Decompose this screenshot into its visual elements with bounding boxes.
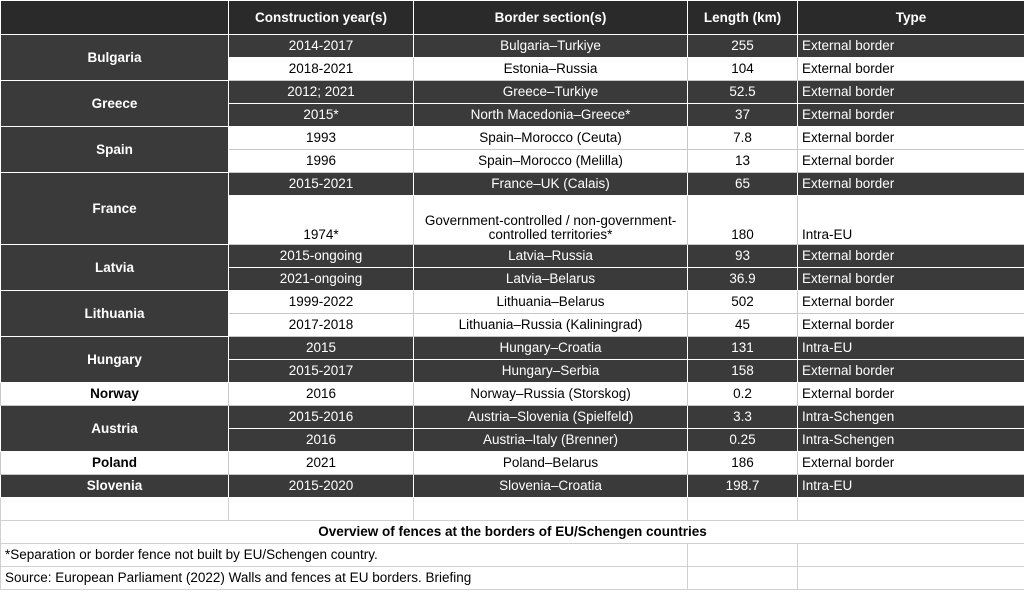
table-row bbox=[1, 127, 1024, 150]
length-cell[interactable]: 198.7 bbox=[688, 475, 798, 498]
header-row bbox=[1, 1, 1024, 35]
cell[interactable] bbox=[229, 498, 414, 521]
cell[interactable] bbox=[1, 498, 229, 521]
length-cell[interactable]: 0.25 bbox=[688, 429, 798, 452]
length-cell[interactable]: 45 bbox=[688, 314, 798, 337]
year-cell[interactable]: 1999-2022 bbox=[229, 291, 414, 314]
empty-row bbox=[1, 498, 1024, 521]
cell[interactable] bbox=[414, 498, 688, 521]
year-cell[interactable]: 2021 bbox=[229, 452, 414, 475]
length-cell[interactable]: 93 bbox=[688, 245, 798, 268]
header-length[interactable]: Length (km) bbox=[688, 1, 798, 35]
type-cell[interactable]: External border bbox=[798, 268, 1024, 291]
year-cell[interactable]: 2021-ongoing bbox=[229, 268, 414, 291]
country-cell[interactable]: Latvia bbox=[1, 245, 229, 291]
country-cell[interactable]: Poland bbox=[1, 452, 229, 475]
cell[interactable] bbox=[798, 567, 1024, 590]
type-cell[interactable]: External border bbox=[798, 150, 1024, 173]
length-cell[interactable]: 131 bbox=[688, 337, 798, 360]
type-cell[interactable]: External border bbox=[798, 35, 1024, 58]
table-row bbox=[1, 337, 1024, 360]
footnote[interactable]: *Separation or border fence not built by EU/Schengen country. bbox=[1, 544, 688, 567]
length-cell[interactable]: 158 bbox=[688, 360, 798, 383]
year-cell[interactable]: 2015* bbox=[229, 104, 414, 127]
year-cell[interactable]: 2015-2021 bbox=[229, 173, 414, 196]
cell[interactable] bbox=[798, 498, 1024, 521]
cell[interactable] bbox=[688, 544, 798, 567]
table-row bbox=[1, 173, 1024, 196]
year-cell[interactable]: 1993 bbox=[229, 127, 414, 150]
type-cell[interactable]: External border bbox=[798, 314, 1024, 337]
cell[interactable] bbox=[798, 544, 1024, 567]
length-cell[interactable]: 13 bbox=[688, 150, 798, 173]
type-cell[interactable]: External border bbox=[798, 291, 1024, 314]
year-cell[interactable]: 2015-2017 bbox=[229, 360, 414, 383]
type-cell[interactable]: External border bbox=[798, 245, 1024, 268]
year-cell[interactable]: 2016 bbox=[229, 383, 414, 406]
type-cell[interactable]: External border bbox=[798, 383, 1024, 406]
border-section-cell[interactable]: Government-controlled / non-government-controlled territories* bbox=[414, 196, 688, 245]
year-cell[interactable]: 1996 bbox=[229, 150, 414, 173]
country-cell[interactable]: Bulgaria bbox=[1, 35, 229, 81]
border-section-cell[interactable]: Hungary–Serbia bbox=[414, 360, 688, 383]
footer-body bbox=[1, 498, 1024, 590]
source-note[interactable]: Source: European Parliament (2022) Walls and fences at EU borders. Briefing bbox=[1, 567, 688, 590]
border-section-cell[interactable]: Latvia–Russia bbox=[414, 245, 688, 268]
table-row bbox=[1, 245, 1024, 268]
country-cell[interactable]: Austria bbox=[1, 406, 229, 452]
year-cell[interactable]: 2014-2017 bbox=[229, 35, 414, 58]
border-section-cell[interactable]: Spain–Morocco (Melilla) bbox=[414, 150, 688, 173]
length-cell[interactable]: 52.5 bbox=[688, 81, 798, 104]
border-section-cell[interactable]: Lithuania–Russia (Kaliningrad) bbox=[414, 314, 688, 337]
type-cell[interactable]: Intra-Schengen bbox=[798, 429, 1024, 452]
length-cell[interactable]: 3.3 bbox=[688, 406, 798, 429]
type-cell[interactable]: External border bbox=[798, 104, 1024, 127]
year-cell[interactable]: 2018-2021 bbox=[229, 58, 414, 81]
length-cell[interactable]: 186 bbox=[688, 452, 798, 475]
year-cell[interactable]: 2015 bbox=[229, 337, 414, 360]
type-cell[interactable]: External border bbox=[798, 58, 1024, 81]
country-cell[interactable]: France bbox=[1, 173, 229, 245]
cell[interactable] bbox=[688, 498, 798, 521]
year-cell[interactable]: 2012; 2021 bbox=[229, 81, 414, 104]
header-country[interactable] bbox=[1, 1, 229, 35]
table-row bbox=[1, 35, 1024, 58]
country-cell[interactable]: Norway bbox=[1, 383, 229, 406]
year-cell[interactable]: 2017-2018 bbox=[229, 314, 414, 337]
type-cell[interactable]: External border bbox=[798, 81, 1024, 104]
year-cell[interactable]: 2015-ongoing bbox=[229, 245, 414, 268]
table-row bbox=[1, 452, 1024, 475]
border-section-cell[interactable]: Slovenia–Croatia bbox=[414, 475, 688, 498]
header-border-section[interactable]: Border section(s) bbox=[414, 1, 688, 35]
type-cell[interactable]: External border bbox=[798, 127, 1024, 150]
length-cell[interactable]: 65 bbox=[688, 173, 798, 196]
country-cell[interactable]: Slovenia bbox=[1, 475, 229, 498]
year-cell[interactable]: 2015-2016 bbox=[229, 406, 414, 429]
border-section-cell[interactable]: Estonia–Russia bbox=[414, 58, 688, 81]
type-cell[interactable]: Intra-EU bbox=[798, 196, 1024, 245]
table-row bbox=[1, 406, 1024, 429]
length-cell[interactable]: 255 bbox=[688, 35, 798, 58]
table-title[interactable]: Overview of fences at the borders of EU/Schengen countries bbox=[1, 521, 1024, 544]
border-section-cell[interactable]: Norway–Russia (Storskog) bbox=[414, 383, 688, 406]
year-cell[interactable]: 1974* bbox=[229, 196, 414, 245]
note-row bbox=[1, 544, 1024, 567]
border-section-cell[interactable]: Austria–Italy (Brenner) bbox=[414, 429, 688, 452]
type-cell[interactable]: Intra-Schengen bbox=[798, 406, 1024, 429]
year-cell[interactable]: 2016 bbox=[229, 429, 414, 452]
title-row bbox=[1, 521, 1024, 544]
length-cell[interactable]: 180 bbox=[688, 196, 798, 245]
table-row bbox=[1, 475, 1024, 498]
country-cell[interactable]: Lithuania bbox=[1, 291, 229, 337]
length-cell[interactable]: 36.9 bbox=[688, 268, 798, 291]
table-row bbox=[1, 291, 1024, 314]
length-cell[interactable]: 104 bbox=[688, 58, 798, 81]
country-cell[interactable]: Greece bbox=[1, 81, 229, 127]
border-section-cell[interactable]: Latvia–Belarus bbox=[414, 268, 688, 291]
type-cell[interactable]: Intra-EU bbox=[798, 475, 1024, 498]
country-cell[interactable]: Spain bbox=[1, 127, 229, 173]
border-section-cell[interactable]: France–UK (Calais) bbox=[414, 173, 688, 196]
table-body bbox=[1, 35, 1024, 498]
type-cell[interactable]: External border bbox=[798, 360, 1024, 383]
border-section-cell[interactable]: Bulgaria–Turkiye bbox=[414, 35, 688, 58]
length-cell[interactable]: 0.2 bbox=[688, 383, 798, 406]
length-cell[interactable]: 7.8 bbox=[688, 127, 798, 150]
type-cell[interactable]: External border bbox=[798, 173, 1024, 196]
border-section-cell[interactable]: Spain–Morocco (Ceuta) bbox=[414, 127, 688, 150]
length-cell[interactable]: 37 bbox=[688, 104, 798, 127]
header-construction-year[interactable]: Construction year(s) bbox=[229, 1, 414, 35]
border-section-cell[interactable]: Poland–Belarus bbox=[414, 452, 688, 475]
table-row bbox=[1, 383, 1024, 406]
country-cell[interactable]: Hungary bbox=[1, 337, 229, 383]
border-section-cell[interactable]: Greece–Turkiye bbox=[414, 81, 688, 104]
type-cell[interactable]: Intra-EU bbox=[798, 337, 1024, 360]
border-section-cell[interactable]: North Macedonia–Greece* bbox=[414, 104, 688, 127]
cell[interactable] bbox=[688, 567, 798, 590]
table-row bbox=[1, 81, 1024, 104]
source-row bbox=[1, 567, 1024, 590]
length-cell[interactable]: 502 bbox=[688, 291, 798, 314]
year-cell[interactable]: 2015-2020 bbox=[229, 475, 414, 498]
border-section-cell[interactable]: Hungary–Croatia bbox=[414, 337, 688, 360]
border-section-cell[interactable]: Austria–Slovenia (Spielfeld) bbox=[414, 406, 688, 429]
border-section-cell[interactable]: Lithuania–Belarus bbox=[414, 291, 688, 314]
header-type[interactable]: Type bbox=[798, 1, 1024, 35]
type-cell[interactable]: External border bbox=[798, 452, 1024, 475]
